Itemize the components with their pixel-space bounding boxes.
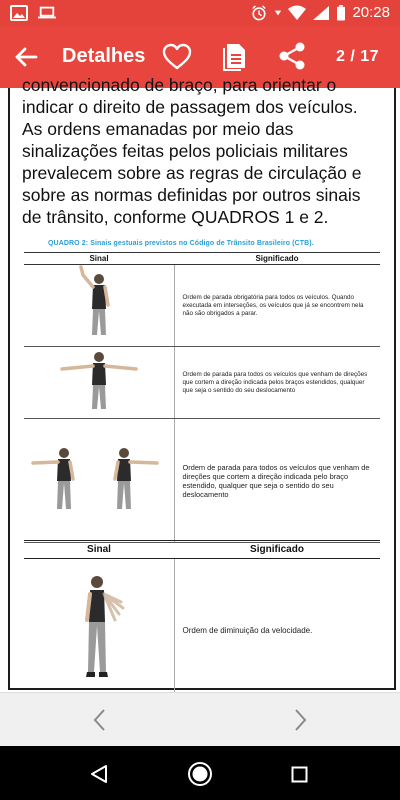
- officer-arms-extended-figure: [54, 347, 144, 413]
- figure-cell: [24, 347, 174, 419]
- alarm-icon: [250, 5, 268, 21]
- favorite-heart-icon[interactable]: [162, 43, 192, 71]
- paragraph-line: sinalizações feitas pelos policiais militares: [22, 141, 348, 161]
- paragraph-line: sobre as normas definidas por outros sinais: [22, 185, 361, 205]
- system-back-icon[interactable]: [88, 763, 110, 785]
- system-home-icon[interactable]: [187, 761, 213, 787]
- share-icon[interactable]: [278, 41, 306, 71]
- meaning-cell: Ordem de parada obrigatória para todos os veículos. Quando executada em interseções, os veículos que já se encontrem nela não são obrigados a parar.: [174, 265, 380, 347]
- document-viewer[interactable]: [0, 75, 400, 692]
- paragraph-line: de trânsito, conforme QUADROS 1 e 2.: [22, 207, 329, 227]
- chevron-right-icon[interactable]: [288, 707, 312, 733]
- meaning-cell: Ordem de parada para todos os veículos que venham de direções que cortem a direção indicada pelo braço estendido, qualquer que seja o sentido do seu deslocamento: [174, 419, 380, 543]
- gesture-table-2: [24, 540, 380, 703]
- laptop-icon: [38, 5, 56, 21]
- column-header-significado: Significado: [174, 253, 380, 265]
- figure-cell: [24, 419, 174, 543]
- document-paragraph: [22, 74, 392, 228]
- status-time: 20:28: [352, 4, 390, 21]
- paragraph-line: As ordens emanadas por meio das: [22, 119, 294, 139]
- paragraph-line: convencionado de braço, para orientar o: [22, 75, 337, 95]
- wifi-icon: [288, 5, 306, 21]
- figure-cell: [24, 559, 174, 703]
- table-row: [24, 347, 380, 419]
- column-header-sinal: Sinal: [24, 253, 174, 265]
- officer-arm-raised-figure: [69, 265, 129, 341]
- system-recent-apps-icon[interactable]: [291, 766, 308, 783]
- document-page: [8, 75, 396, 690]
- signal-icon: [312, 5, 330, 21]
- back-arrow-icon[interactable]: [12, 43, 40, 71]
- chevron-left-icon[interactable]: [88, 707, 112, 733]
- page-indicator: 2 / 17: [336, 48, 380, 65]
- table-row: [24, 559, 380, 703]
- vibrate-icon: [274, 5, 282, 21]
- figure-cell: [24, 265, 174, 347]
- meaning-cell: Ordem de diminuição da velocidade.: [182, 626, 313, 636]
- table-row: [24, 419, 380, 543]
- column-header-significado: Significado: [174, 541, 380, 559]
- paragraph-line: prevalecem sobre as regras de circulação e: [22, 163, 362, 183]
- officer-one-arm-extended-figure: [29, 443, 169, 513]
- officer-arm-waving-figure: [59, 568, 139, 688]
- pager-bar: [0, 692, 400, 746]
- page-title: Detalhes: [62, 45, 146, 67]
- column-header-sinal: Sinal: [24, 541, 174, 559]
- document-copy-icon[interactable]: [222, 41, 248, 71]
- paragraph-line: indicar o direito de passagem dos veículos.: [22, 97, 358, 117]
- gesture-table: [24, 252, 380, 543]
- system-navigation-bar: [0, 746, 400, 800]
- image-icon: [10, 5, 28, 21]
- table-row: [24, 265, 380, 347]
- meaning-cell: Ordem de parada para todos os veículos que venham de direções que cortem a direção indicada pelos braços estendidos, qualquer que seja o sentido do seu deslocamento: [174, 347, 380, 419]
- battery-icon: [336, 5, 346, 21]
- table-caption: QUADRO 2: Sinais gestuais previstos no Código de Trânsito Brasileiro (CTB).: [48, 240, 314, 247]
- status-bar: [0, 0, 400, 26]
